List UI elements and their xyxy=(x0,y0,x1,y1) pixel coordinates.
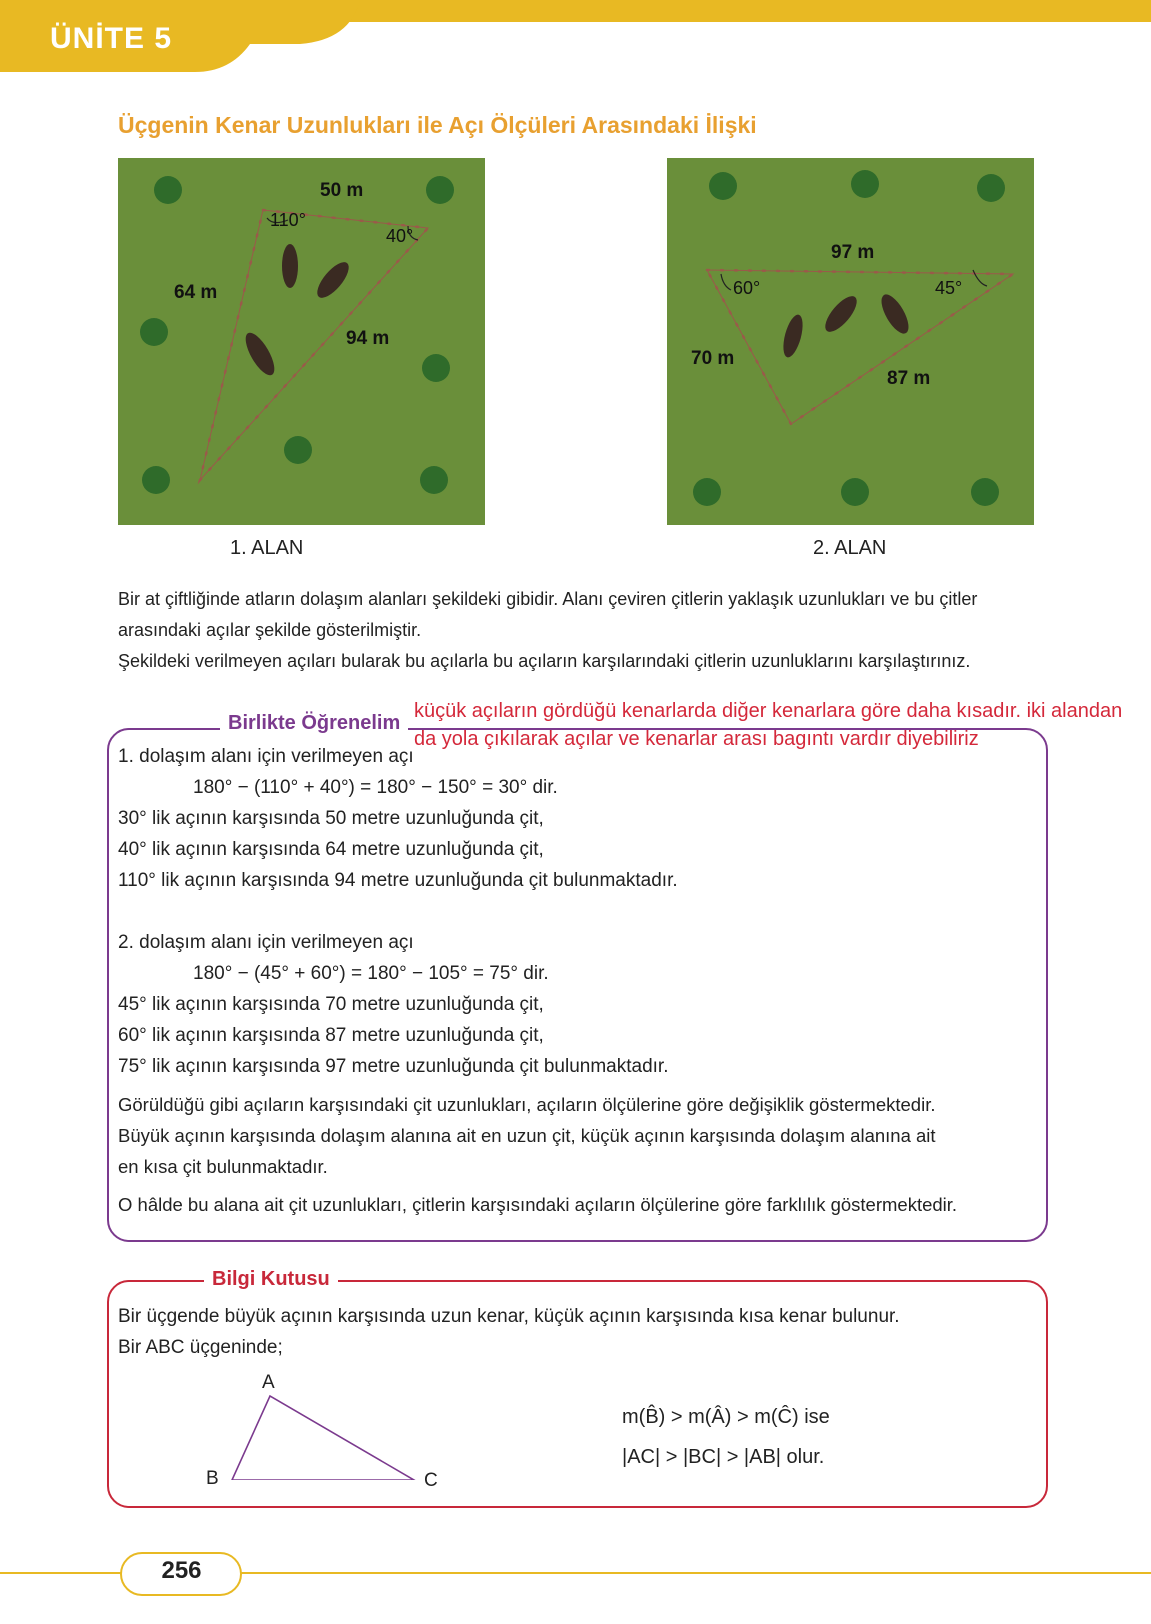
learn-conclusion: Görüldüğü gibi açıların karşısındaki çit uzunlukları, açıların ölçülerine göre değişiklik göstermektedir. xyxy=(118,1094,936,1115)
vertex-a-label: A xyxy=(262,1372,275,1393)
info-intro: Bir ABC üçgeninde; xyxy=(118,1337,283,1358)
field-1-angle-right: 40° xyxy=(386,226,414,246)
learn-conclusion: en kısa çit bulunmaktadır. xyxy=(118,1156,328,1177)
field-1-side-top: 50 m xyxy=(320,180,364,201)
field-2-side-left: 70 m xyxy=(691,348,735,369)
vertex-c-label: C xyxy=(424,1470,438,1491)
learn-formula: 180° − (45° + 60°) = 180° − 105° = 75° dir. xyxy=(193,963,549,984)
field-2-angle-right: 45° xyxy=(935,278,963,298)
learn-line: 45° lik açının karşısında 70 metre uzunluğunda çit, xyxy=(118,994,544,1015)
field-2-caption: 2. ALAN xyxy=(813,537,887,559)
info-rule: Bir üçgende büyük açının karşısında uzun kenar, küçük açının karşısında kısa kenar bulunur. xyxy=(118,1306,900,1327)
field-2-image xyxy=(667,158,1034,525)
field-1-image xyxy=(118,158,485,525)
info-box-label: Bilgi Kutusu xyxy=(204,1268,338,1291)
section-title: Üçgenin Kenar Uzunlukları ile Açı Ölçüleri Arasındaki İlişki xyxy=(118,112,757,138)
learn-summary: O hâlde bu alana ait çit uzunlukları, çitlerin karşısındaki açıların ölçülerine göre farklılık göstermektedir. xyxy=(118,1194,958,1215)
side-inequality: |AC| > |BC| > |AB| olur. xyxy=(622,1446,825,1468)
field-1-caption: 1. ALAN xyxy=(230,537,304,559)
intro-question: Şekildeki verilmeyen açıları bularak bu açılarla bu açıların karşılarındaki çitlerin uzunluklarını karşılaştırınız. xyxy=(118,651,971,671)
horse-icon xyxy=(780,290,914,359)
learn-line: 2. dolaşım alanı için verilmeyen açı xyxy=(118,932,414,953)
angle-inequality: m(B̂) > m(Â) > m(Ĉ) ise xyxy=(622,1406,830,1428)
field-1-side-left: 64 m xyxy=(174,282,218,303)
handwritten-note: küçük açıların gördüğü kenarlarda diğer kenarlara göre daha kısadır. iki alandan da yola çıkılarak açılar ve kenarlar arası bagıntı vardır diyebiliriz xyxy=(414,700,1123,750)
field-2-side-right: 87 m xyxy=(887,368,931,389)
learn-line: 60° lik açının karşısında 87 metre uzunluğunda çit, xyxy=(118,1025,544,1046)
unit-label: ÜNİTE 5 xyxy=(50,22,173,55)
field-2-side-top: 97 m xyxy=(831,242,875,263)
field-2-angle-left: 60° xyxy=(733,278,761,298)
learn-line: 75° lik açının karşısında 97 metre uzunluğunda çit bulunmaktadır. xyxy=(118,1056,669,1077)
learn-box-label: Birlikte Öğrenelim xyxy=(220,712,408,735)
triangle-abc-diagram xyxy=(200,1370,440,1480)
learn-conclusion: Büyük açının karşısında dolaşım alanına ait en uzun çit, küçük açının karşısında dolaşım alanına ait xyxy=(118,1125,936,1146)
learn-line: 1. dolaşım alanı için verilmeyen açı xyxy=(118,746,414,767)
learn-line: 40° lik açının karşısında 64 metre uzunluğunda çit, xyxy=(118,839,544,860)
learn-line: 30° lik açının karşısında 50 metre uzunluğunda çit, xyxy=(118,808,544,829)
tree-icon xyxy=(693,170,1005,506)
vertex-b-label: B xyxy=(206,1468,219,1489)
learn-line: 110° lik açının karşısında 94 metre uzunluğunda çit bulunmaktadır. xyxy=(118,870,678,891)
intro-paragraph: Bir at çiftliğinde atların dolaşım alanları şekildeki gibidir. Alanı çeviren çitlerin yaklaşık uzunlukları ve bu çitler arasındaki açılar şekilde gösterilmiştir. xyxy=(118,589,978,640)
page-number: 256 xyxy=(161,1557,202,1584)
field-1-angle-left: 110° xyxy=(270,210,306,230)
field-1-side-right: 94 m xyxy=(346,328,390,349)
horse-icon xyxy=(240,244,354,379)
learn-formula: 180° − (110° + 40°) = 180° − 150° = 30° dir. xyxy=(193,777,558,798)
